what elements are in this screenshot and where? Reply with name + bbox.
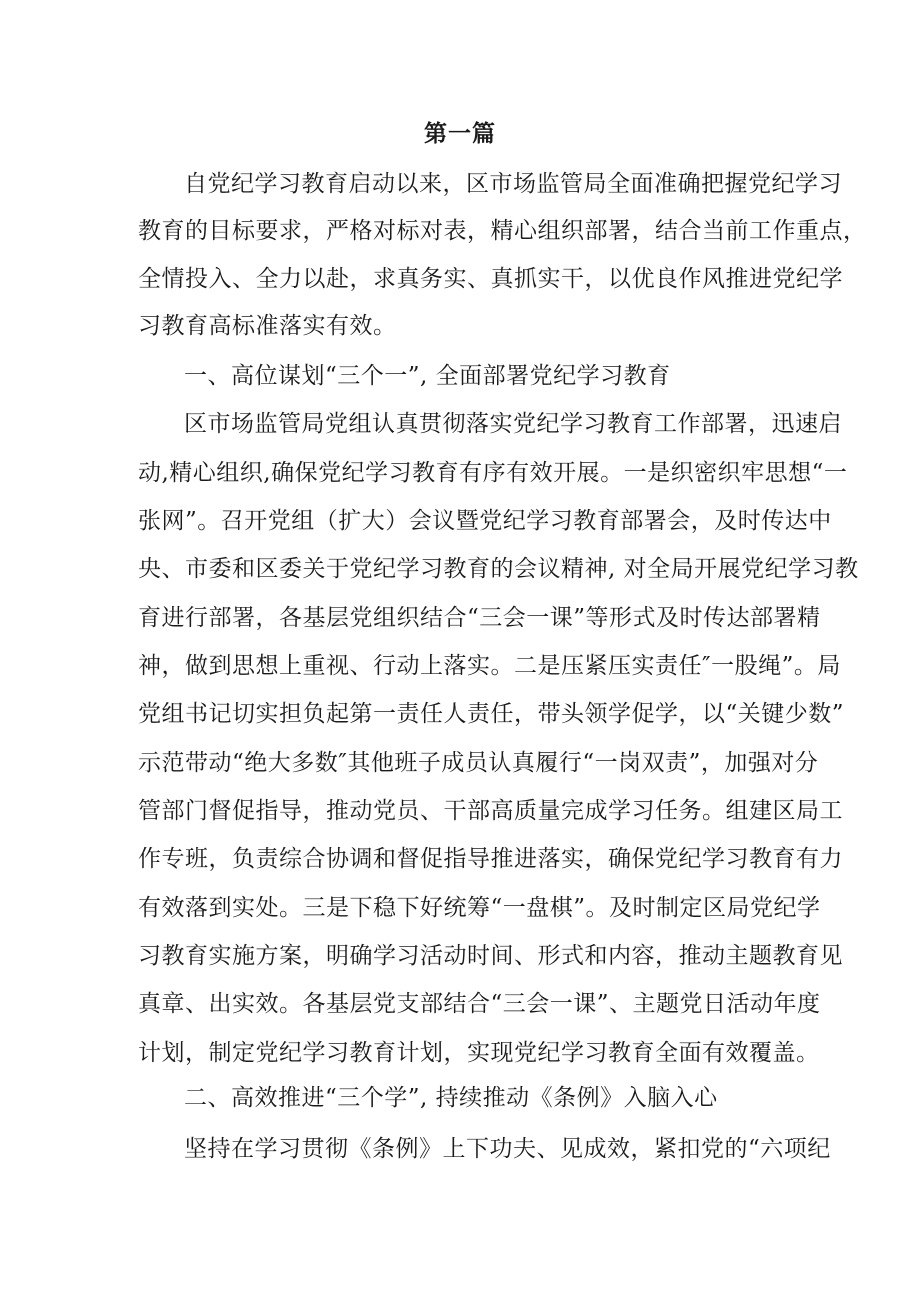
paragraph-line: 全情投入、全力以赴，求真务实、真抓实干，以优良作风推进党纪学 [138,266,843,292]
paragraph-line: 教育的目标要求，严格对标对表，精心组织部署，结合当前工作重点， [138,218,867,244]
paragraph-line: 习教育实施方案，明确学习活动时间、形式和内容，推动主题教育见 [138,943,843,969]
paragraph-line: 央、市委和区委关于党纪学习教育的会议精神, 对全局开展党纪学习教 [138,556,859,582]
paragraph-line: 示范带动“绝大多数″其他班子成员认真履行“一岗双责”，加强对分 [138,750,819,776]
paragraph-line: 习教育高标准落实有效。 [138,313,397,339]
document-title: 第一篇 [424,120,496,147]
paragraph-line: 党组书记切实担负起第一责任人责任，带头领学促学，以“关键少数” [138,701,845,727]
paragraph-line: 动,精心组织,确保党纪学习教育有序有效开展。一是织密织牢思想“一 [138,460,848,486]
paragraph-line: 育进行部署，各基层党组织结合“三会一课”等形式及时传达部署精 [138,605,821,631]
paragraph-line: 真章、出实效。各基层党支部结合“三会一课”、主题党日活动年度 [138,991,821,1017]
paragraph-line: 有效落到实处。三是下稳下好统筹“一盘棋”。及时制定区局党纪学 [138,895,821,921]
paragraph-line: 自党纪学习教育启动以来，区市场监管局全面准确把握党纪学习 [184,171,842,197]
paragraph-line: 区市场监管局党组认真贯彻落实党纪学习教育工作部署，迅速启 [184,411,842,437]
paragraph-line: 管部门督促指导，推动党员、干部高质量完成学习任务。组建区局工 [138,798,843,824]
section-heading: 一、高位谋划“三个一”, 全面部署党纪学习教育 [184,363,671,389]
paragraph-line: 神，做到思想上重视、行动上落实。二是压紧压实责任″一股绳”。局 [138,653,841,679]
paragraph-line: 张网”。召开党组（扩大）会议暨党纪学习教育部署会，及时传达中 [138,508,832,534]
section-heading: 二、高效推进“三个学”, 持续推动《条例》入脑入心 [184,1085,718,1111]
paragraph-line: 计划，制定党纪学习教育计划，实现党纪学习教育全面有效覆盖。 [138,1040,820,1066]
paragraph-line: 坚持在学习贯彻《条例》上下功夫、见成效，紧扣党的“六项纪 [184,1136,831,1162]
paragraph-line: 作专班，负责综合协调和督促指导推进落实，确保党纪学习教育有力 [138,846,843,872]
